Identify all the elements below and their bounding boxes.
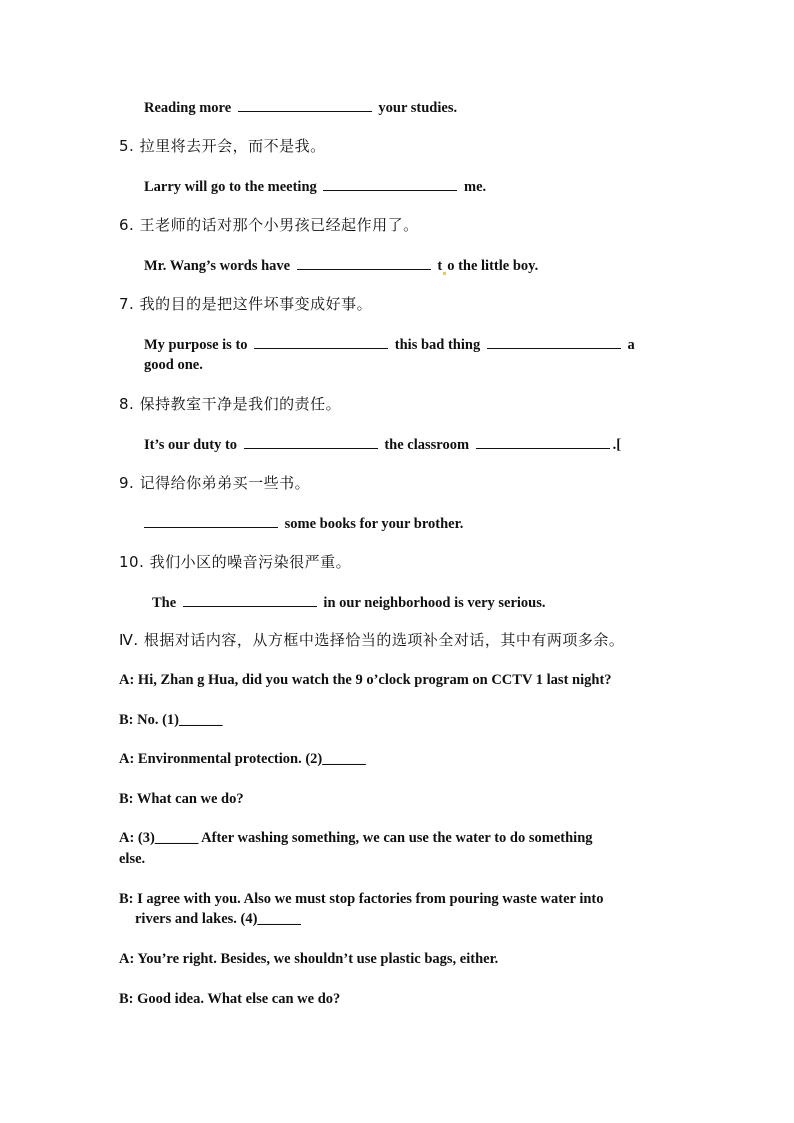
section-4-heading: Ⅳ. 根据对话内容，从方框中选择恰当的选项补全对话，其中有两项多余。 (119, 631, 625, 649)
question-8-text-start: It’s our duty to (144, 437, 238, 453)
question-8-blank-2[interactable] (476, 434, 610, 449)
question-7-text-end: a (627, 337, 635, 353)
item-4-blank[interactable] (238, 97, 372, 112)
question-9-text-end: some books for your brother. (284, 516, 464, 532)
question-8-text-middle: the classroom (384, 437, 470, 453)
question-7-text-middle: this bad thing (394, 337, 481, 353)
question-7-blank-1[interactable] (254, 334, 388, 349)
question-6-english (144, 255, 538, 276)
dialogue-line-3: A: Environmental protection. (2)______ (119, 751, 366, 767)
question-8-text-end: .[ (612, 437, 622, 453)
dialogue-line-2: B: No. (1)______ (119, 712, 223, 728)
item-4-text-start: Reading more (144, 100, 232, 116)
question-6-text-end: o the little boy. (447, 258, 539, 274)
question-10-blank[interactable] (183, 592, 317, 607)
dialogue-line-6: B: I agree with you. Also we must stop factories from pouring waste water into (119, 891, 604, 907)
dialogue-line-1: A: Hi, Zhan g Hua, did you watch the 9 o’clock program on CCTV 1 last night? (119, 672, 612, 688)
question-9-english (144, 513, 463, 534)
dialogue-line-8: B: Good idea. What else can we do? (119, 991, 341, 1007)
question-5-chinese: 5. 拉里将去开会，而不是我。 (119, 137, 326, 155)
question-6-blank[interactable] (297, 255, 431, 270)
question-6-text-start: Mr. Wang’s words have (144, 258, 291, 274)
question-6-chinese: 6. 王老师的话对那个小男孩已经起作用了。 (119, 216, 419, 234)
dialogue-line-5-continued: else. (119, 851, 146, 867)
dialogue-line-4: B: What can we do? (119, 791, 244, 807)
question-7-chinese: 7. 我的目的是把这件坏事变成好事。 (119, 295, 373, 313)
question-10-chinese: 10. 我们小区的噪音污染很严重。 (119, 553, 352, 571)
question-9-blank[interactable] (144, 513, 278, 528)
question-10-english (152, 592, 546, 613)
question-5-text-start: Larry will go to the meeting (144, 179, 317, 195)
question-7-text-start: My purpose is to (144, 337, 248, 353)
question-10-text-end: in our neighborhood is very serious. (323, 595, 546, 611)
question-9-chinese: 9. 记得给你弟弟买一些书。 (119, 474, 311, 492)
item-4-english (144, 97, 457, 118)
item-4-text-end: your studies. (378, 100, 458, 116)
question-8-chinese: 8. 保持教室干净是我们的责任。 (119, 395, 342, 413)
question-5-blank[interactable] (323, 176, 457, 191)
question-10-text-start: The (152, 595, 177, 611)
dialogue-line-7: A: You’re right. Besides, we shouldn’t use plastic bags, either. (119, 951, 499, 967)
question-7-blank-2[interactable] (487, 334, 621, 349)
question-7-english-line-2: good one. (144, 357, 203, 373)
dot-mark-icon (443, 272, 446, 275)
question-8-blank-1[interactable] (244, 434, 378, 449)
question-5-english (144, 176, 486, 197)
question-8-english (144, 434, 621, 455)
question-5-text-end: me. (464, 179, 487, 195)
dialogue-line-6-continued: rivers and lakes. (4)______ (135, 911, 301, 927)
question-7-english (144, 334, 635, 355)
dialogue-line-5: A: (3)______ After washing something, we can use the water to do something (119, 830, 593, 846)
question-6-letter-t: t (437, 258, 443, 274)
